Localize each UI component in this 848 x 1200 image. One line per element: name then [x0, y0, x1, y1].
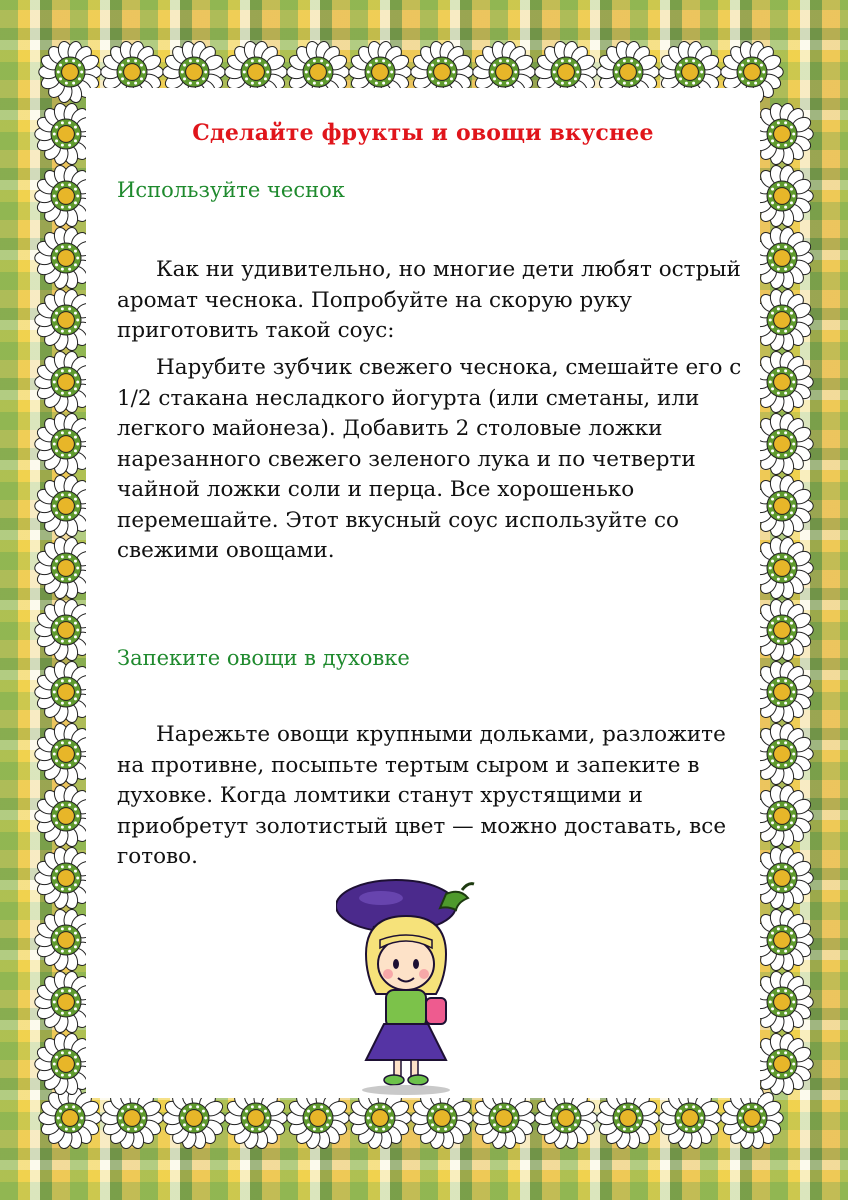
daisy-border-flower	[751, 226, 813, 290]
section-oven-paragraph-1: Нарежьте овощи крупными дольками, разложите на противне, посыпьте тертым сыром и запеките в духовке. Когда ломтики станут хрустящими и приобретут золотистый цвет — можно доставать, все готово.	[117, 722, 727, 869]
content-card	[86, 88, 760, 1098]
daisy-border-flower	[751, 970, 813, 1034]
daisy-border-flower	[751, 598, 813, 662]
section-garlic-paragraph-2: Нарубите зубчик свежего чеснока, смешайте его с 1/2 стакана несладкого йогурта (или сметаны, или легкого майонеза). Добавить 2 столовые ложки нарезанного свежего зеленого лука и по четверти чайной ложки соли и перца. Все хорошенько перемешайте. Этот вкусный соус используйте со свежими овощами.	[117, 355, 742, 563]
daisy-border-flower	[751, 722, 813, 786]
daisy-border-flower	[751, 164, 813, 228]
daisy-border-flower	[751, 908, 813, 972]
daisy-border-flower	[751, 288, 813, 352]
daisy-border-flower	[751, 784, 813, 848]
page-title: Сделайте фрукты и овощи вкуснее	[192, 120, 654, 146]
daisy-border-flower	[751, 412, 813, 476]
section-oven-heading: Запеките овощи в духовке	[117, 646, 410, 670]
daisy-border-flower	[751, 660, 813, 724]
daisy-border-flower	[751, 846, 813, 910]
section-garlic-heading: Используйте чеснок	[117, 178, 345, 202]
girl-with-eggplant-illustration	[336, 878, 476, 1098]
daisy-border-flower	[751, 102, 813, 166]
daisy-border-flower	[751, 1032, 813, 1096]
daisy-border-flower	[751, 350, 813, 414]
section-garlic-paragraph-1: Как ни удивительно, но многие дети любят острый аромат чеснока. Попробуйте на скорую руку приготовить такой соус:	[117, 257, 741, 343]
daisy-border-flower	[751, 474, 813, 538]
daisy-border-flower	[751, 536, 813, 600]
